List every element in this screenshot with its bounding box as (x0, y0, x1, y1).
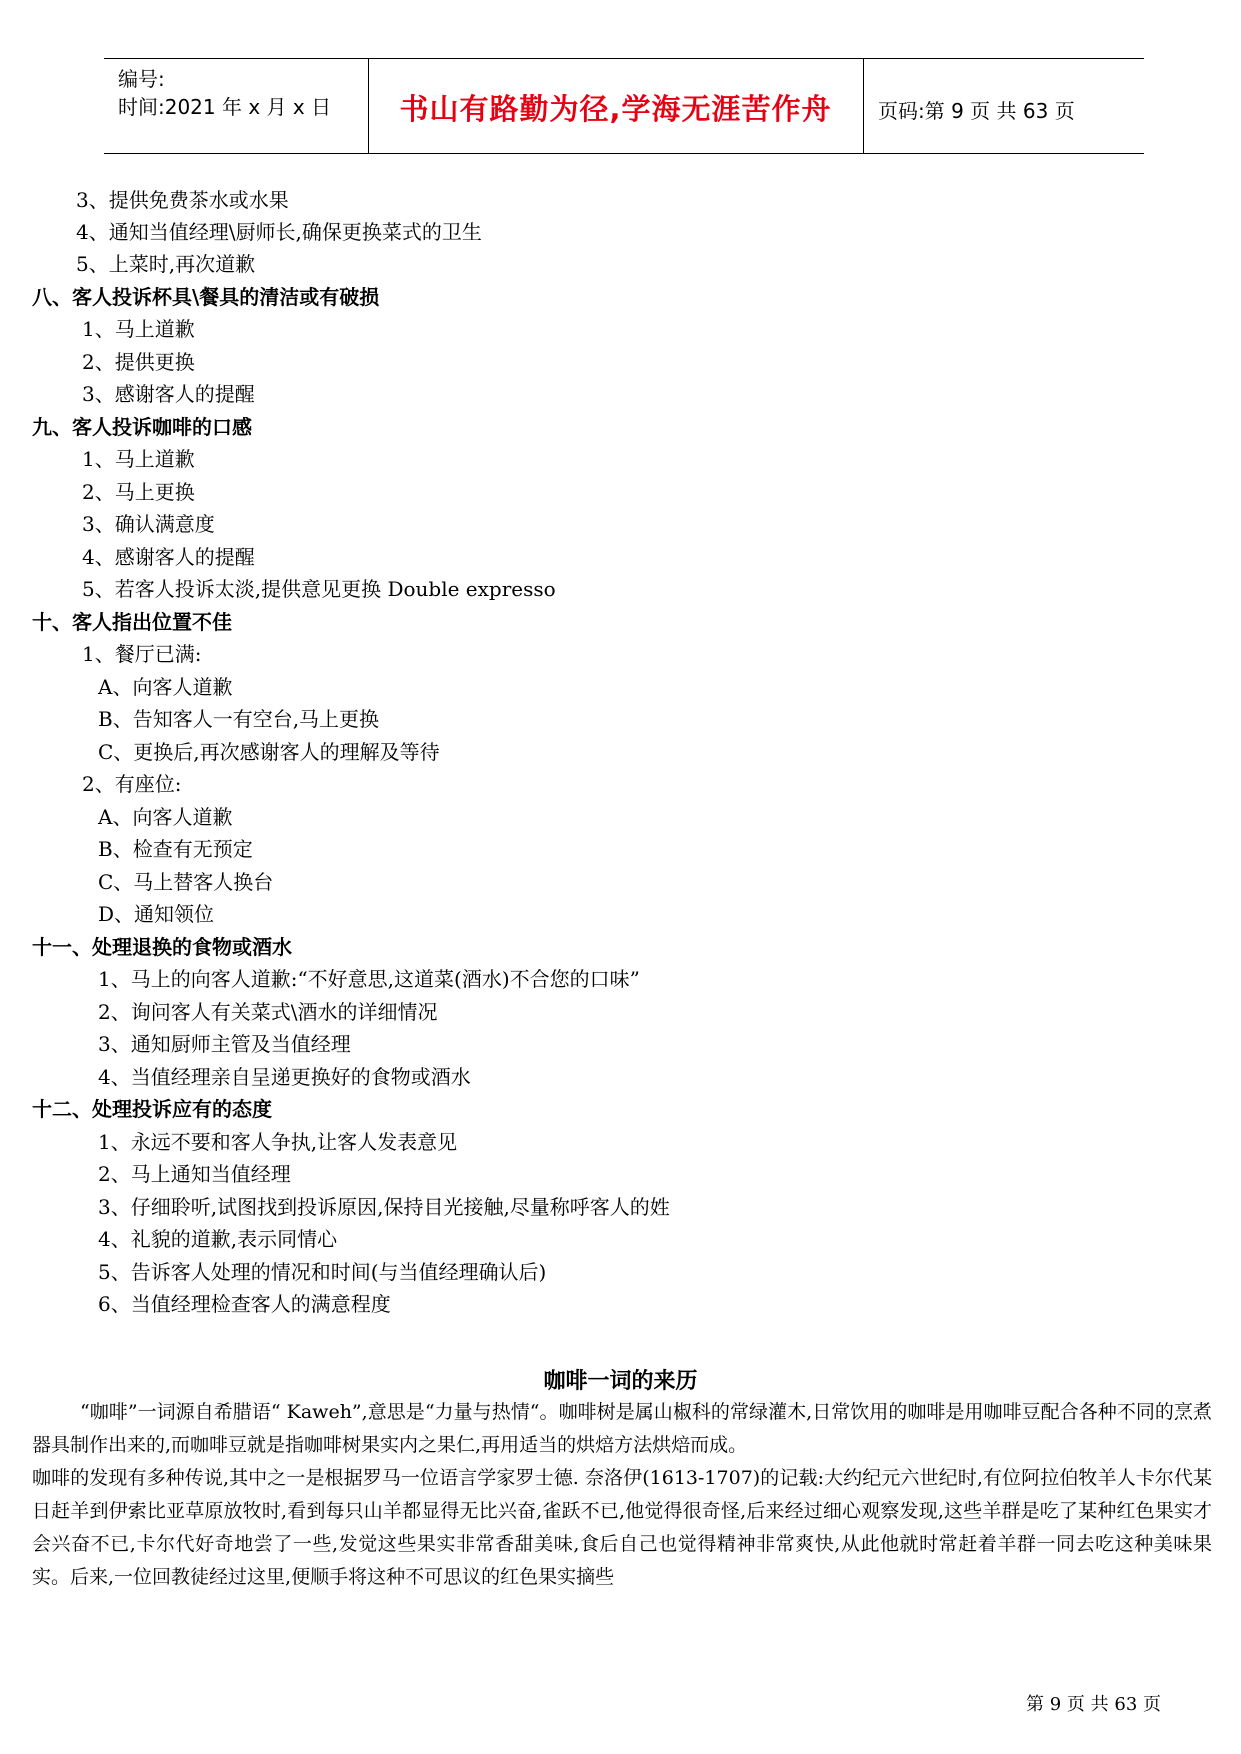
header-page-cell (864, 59, 1144, 153)
list-item: 1、餐厅已满: (82, 642, 202, 666)
section-heading: 八、客人投诉杯具\餐具的清洁或有破损 (32, 285, 380, 309)
page-header (104, 58, 1144, 154)
document-number-label: 编号: (118, 67, 165, 91)
section-heading: 十二、处理投诉应有的态度 (32, 1097, 272, 1121)
list-item: 2、马上通知当值经理 (98, 1162, 291, 1186)
section-heading: 十一、处理退换的食物或酒水 (32, 935, 292, 959)
list-item: 3、仔细聆听,试图找到投诉原因,保持目光接触,尽量称呼客人的姓 (98, 1195, 670, 1219)
list-item: 1、马上的向客人道歉:“不好意思,这道菜(酒水)不合您的口味” (98, 967, 640, 991)
list-item: 2、提供更换 (82, 350, 195, 374)
section-heading: 九、客人投诉咖啡的口感 (32, 415, 252, 439)
article-title: 咖啡一词的来历 (543, 1369, 698, 1394)
list-item: 5、告诉客人处理的情况和时间(与当值经理确认后) (98, 1260, 547, 1284)
list-item: 4、通知当值经理\厨师长,确保更换菜式的卫生 (76, 220, 482, 244)
list-item: 3、确认满意度 (82, 512, 215, 536)
list-item: 2、有座位: (82, 772, 182, 796)
page-footer: 第 9 页 共 63 页 (1026, 1694, 1161, 1715)
section-heading: 十、客人指出位置不佳 (32, 610, 232, 634)
list-item: 1、马上道歉 (82, 447, 195, 471)
header-motto-cell (368, 59, 864, 153)
list-item: 3、提供免费茶水或水果 (76, 188, 289, 212)
list-item: 3、通知厨师主管及当值经理 (98, 1032, 351, 1056)
list-item: 5、若客人投诉太淡,提供意见更换 Double expresso (82, 577, 556, 601)
list-item: C、马上替客人换台 (98, 870, 274, 894)
list-item: 2、马上更换 (82, 480, 195, 504)
list-item: 2、询问客人有关菜式\酒水的详细情况 (98, 1000, 438, 1024)
list-item: 4、感谢客人的提醒 (82, 545, 255, 569)
list-item: A、向客人道歉 (98, 805, 233, 829)
list-item: B、告知客人一有空台,马上更换 (98, 707, 380, 731)
list-item: 5、上菜时,再次道歉 (76, 252, 256, 276)
list-item: 3、感谢客人的提醒 (82, 382, 255, 406)
list-item: D、通知领位 (98, 902, 215, 926)
header-page-number: 页码:第 9 页 共 63 页 (878, 99, 1075, 123)
list-item: 1、永远不要和客人争执,让客人发表意见 (98, 1130, 458, 1154)
article-paragraph: “咖啡”一词源自希腊语“ Kaweh”,意思是“力量与热情“。咖啡树是属山椒科的常绿灌木,日常饮用的咖啡是用咖啡豆配合各种不同的烹煮器具制作出来的,而咖啡豆就是指咖啡树果实内之果仁,再用适当的烘焙方法烘焙而成。 (32, 1401, 1212, 1456)
list-item: A、向客人道歉 (98, 675, 233, 699)
list-item: 4、礼貌的道歉,表示同情心 (98, 1227, 338, 1251)
list-item: C、更换后,再次感谢客人的理解及等待 (98, 740, 440, 764)
list-item: 1、马上道歉 (82, 317, 195, 341)
list-item: 4、当值经理亲自呈递更换好的食物或酒水 (98, 1065, 471, 1089)
document-time-label: 时间:2021 年 x 月 x 日 (118, 95, 332, 119)
article-paragraph: 咖啡的发现有多种传说,其中之一是根据罗马一位语言学家罗士德. 奈洛伊(1613-1707)的记载:大约纪元六世纪时,有位阿拉伯牧羊人卡尔代某日赶羊到伊索比亚草原放牧时,看到每只山羊都显得无比兴奋,雀跃不已,他觉得很奇怪,后来经过细心观察发现,这些羊群是吃了某种红色果实才会兴奋不已,卡尔代好奇地尝了一些,发觉这些果实非常香甜美味,食后自己也觉得精神非常爽快,从此他就时常赶着羊群一同去吃这种美味果实。后来,一位回教徒经过这里,便顺手将这种不可思议的红色果实摘些 (32, 1467, 1212, 1588)
header-info-cell (104, 59, 369, 153)
list-item: 6、当值经理检查客人的满意程度 (98, 1292, 391, 1316)
header-motto: 书山有路勤为径,学海无涯苦作舟 (399, 92, 832, 126)
list-item: B、检查有无预定 (98, 837, 253, 861)
